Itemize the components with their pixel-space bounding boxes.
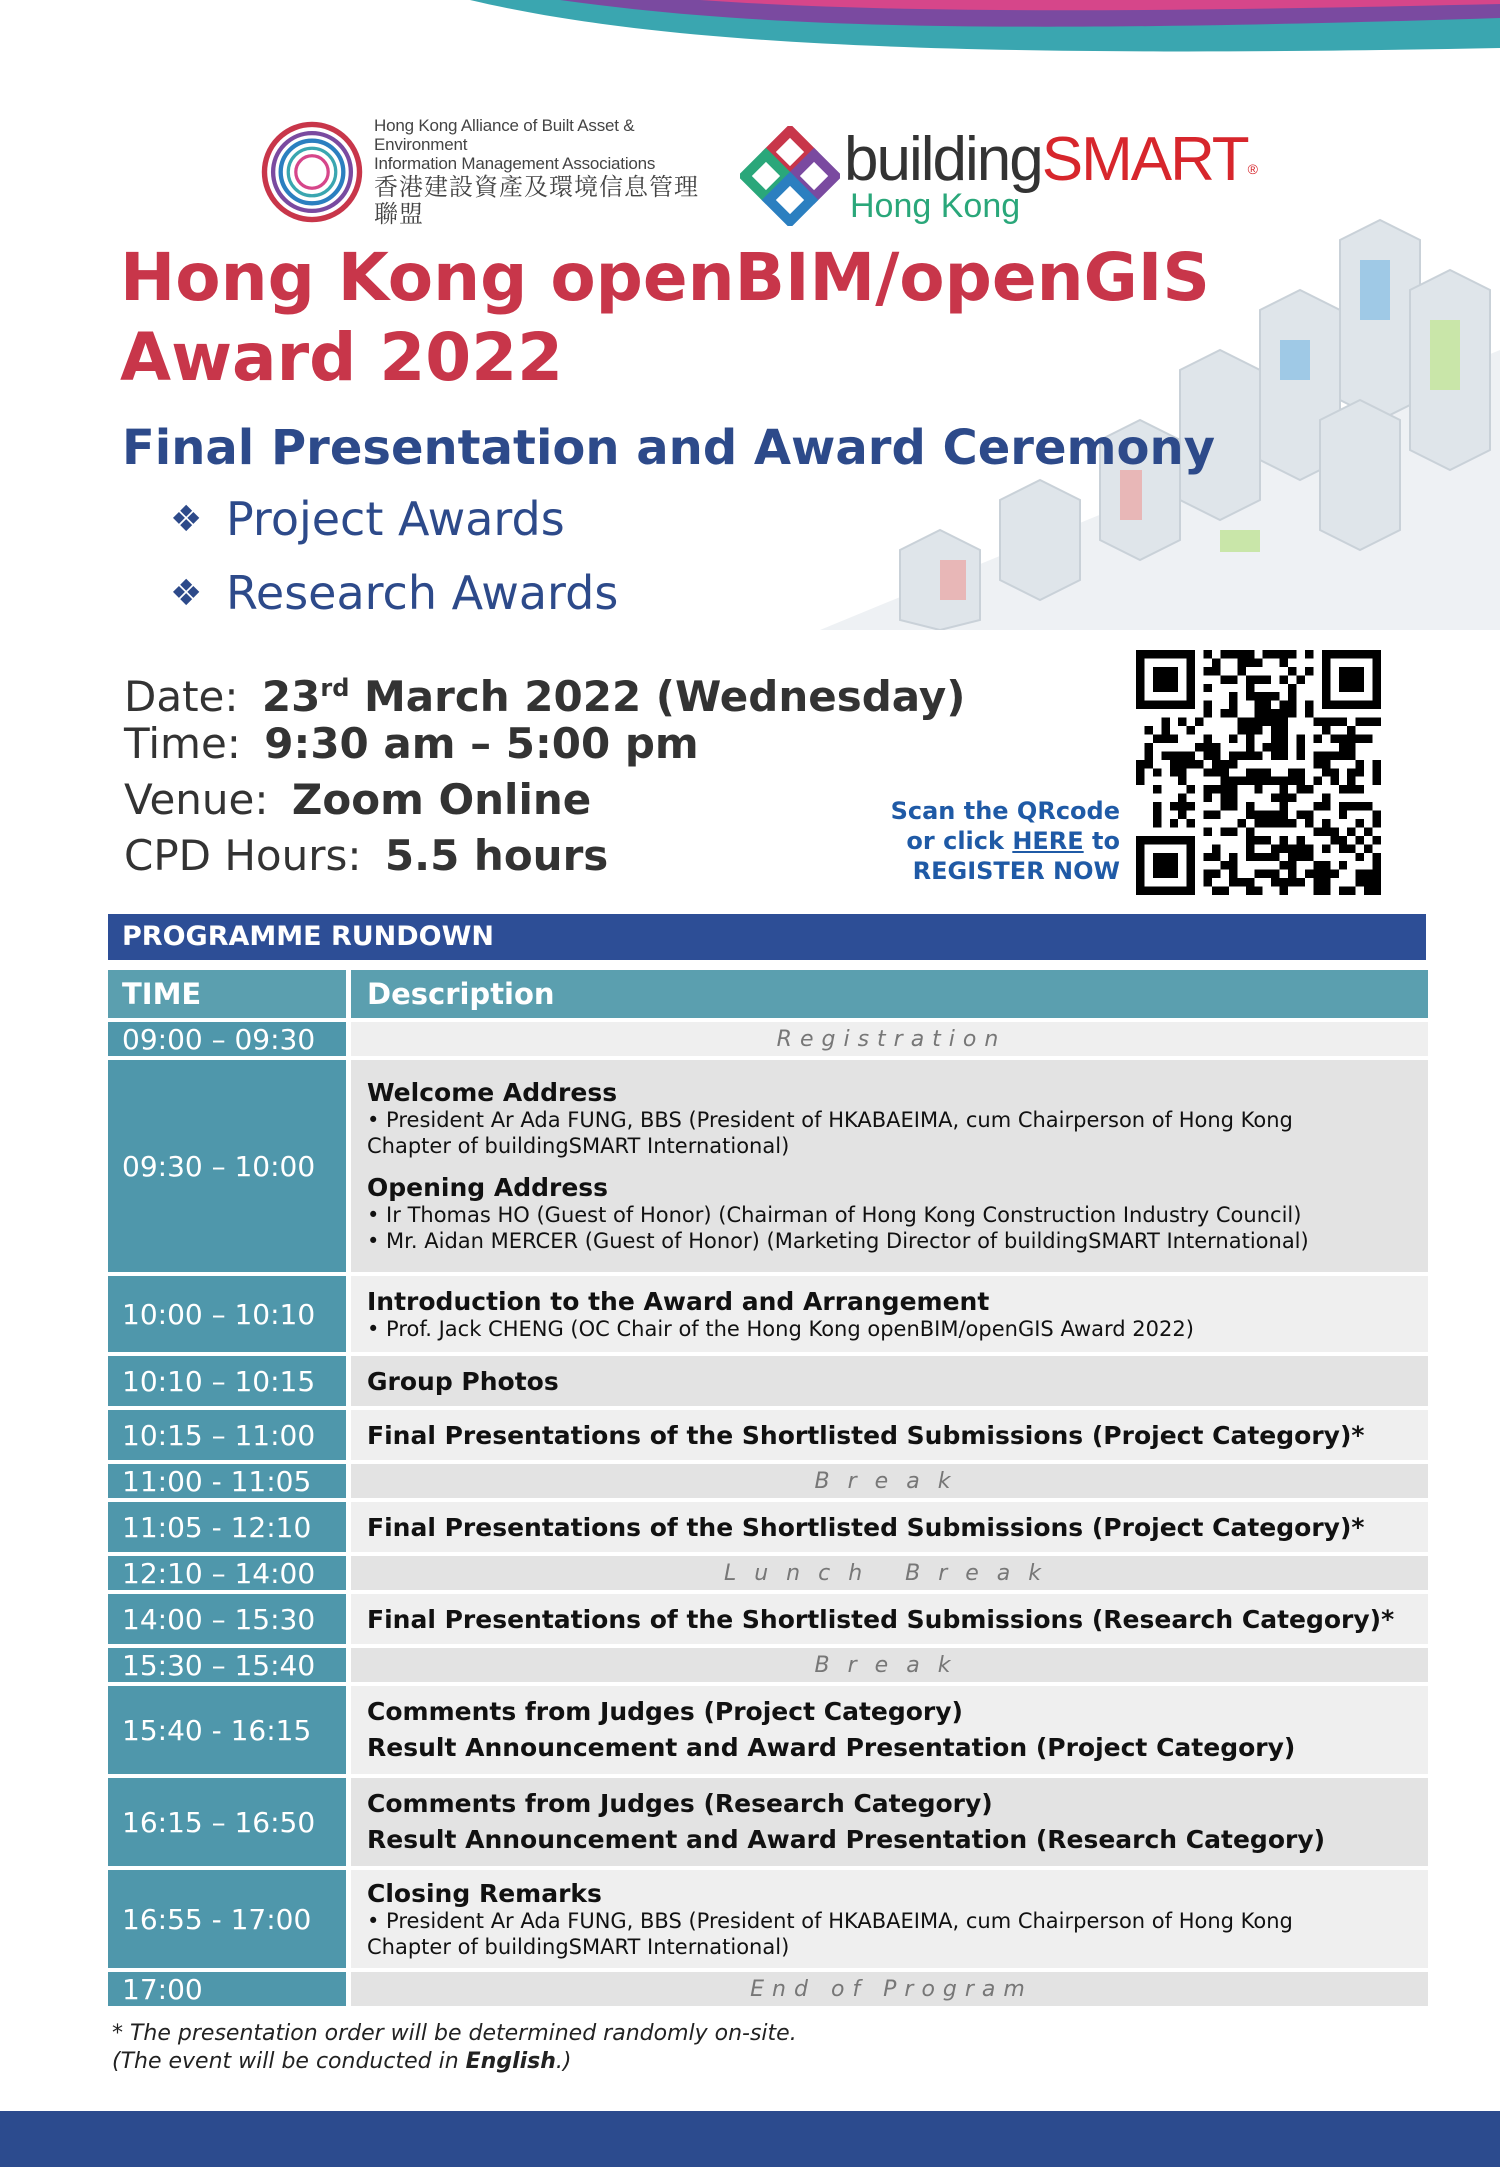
row-time: 10:15 – 11:00 — [108, 1410, 351, 1460]
row-title: Group Photos — [367, 1366, 559, 1396]
wordmark-building: building — [844, 125, 1042, 194]
table-row — [108, 1648, 1428, 1682]
time-row — [124, 716, 965, 772]
venue-value: Zoom Online — [291, 775, 592, 824]
footnote-language-post: .) — [555, 2049, 572, 2074]
hkabaeima-logo — [258, 116, 714, 228]
register-line-2-pre: or click — [906, 827, 1013, 855]
footnote-language-pre: (The event will be conducted in — [112, 2049, 466, 2074]
row-desc — [351, 1778, 1428, 1866]
date-value — [262, 672, 966, 721]
cpd-value: 5.5 hours — [384, 831, 609, 880]
event-subtitle: Final Presentation and Award Ceremony — [122, 420, 1215, 476]
row-time: 16:15 – 16:50 — [108, 1778, 351, 1866]
row-title: Comments from Judges (Project Category) — [367, 1697, 963, 1726]
row-time: 12:10 – 14:00 — [108, 1556, 351, 1590]
footnote-language — [112, 2048, 797, 2076]
event-title: Hong Kong openBIM/openGIS Award 2022 — [120, 239, 1210, 396]
row-desc: Break — [351, 1648, 1428, 1682]
row-desc — [351, 1410, 1428, 1460]
diamond-bullet-icon: ❖ — [170, 572, 203, 614]
row-desc — [351, 1060, 1428, 1272]
table-row — [108, 1686, 1428, 1774]
venue-label: Venue: — [124, 775, 269, 824]
table-row — [108, 1778, 1428, 1866]
cpd-label: CPD Hours: — [124, 831, 362, 880]
table-row — [108, 1276, 1428, 1352]
welcome-title: Welcome Address — [367, 1078, 618, 1107]
venue-row — [124, 772, 965, 828]
time-value: 9:30 am – 5:00 pm — [264, 719, 699, 768]
row-title: Closing Remarks — [367, 1878, 602, 1908]
row-desc: Break — [351, 1464, 1428, 1498]
table-row — [108, 1060, 1428, 1272]
row-line: • Prof. Jack CHENG (OC Chair of the Hong Kong openBIM/openGIS Award 2022) — [367, 1316, 1194, 1341]
col-desc-header: Description — [351, 970, 1428, 1018]
table-row — [108, 1022, 1428, 1056]
header-wave-decoration — [0, 0, 1500, 90]
welcome-line: Chapter of buildingSMART International) — [367, 1134, 790, 1158]
row-time: 17:00 — [108, 1972, 351, 2006]
row-desc — [351, 1870, 1428, 1968]
registration-qr-code[interactable] — [1136, 650, 1381, 895]
date-row — [124, 660, 966, 721]
wordmark-smart: SMART — [1041, 125, 1248, 194]
table-row — [108, 1870, 1428, 1968]
opening-line: • Mr. Aidan MERCER (Guest of Honor) (Marketing Director of buildingSMART International) — [367, 1229, 1309, 1253]
award-label: Research Awards — [226, 566, 619, 620]
footnote-order: * The presentation order will be determined randomly on-site. — [112, 2021, 797, 2046]
row-time: 09:30 – 10:00 — [108, 1060, 351, 1272]
registered-mark: ® — [1247, 161, 1258, 177]
row-desc — [351, 1276, 1428, 1352]
opening-title: Opening Address — [367, 1173, 609, 1202]
row-title: Result Announcement and Award Presentation (Research Category) — [367, 1825, 1326, 1854]
footnote-language-bold: English — [465, 2049, 556, 2074]
programme-table — [108, 966, 1428, 2010]
row-line: • President Ar Ada FUNG, BBS (President of HKABAEIMA, cum Chairperson of Hong Kong — [367, 1908, 1293, 1933]
row-desc: Registration — [351, 1022, 1428, 1056]
row-line: Chapter of buildingSMART International) — [367, 1934, 790, 1959]
row-time: 09:00 – 09:30 — [108, 1022, 351, 1056]
register-line-1: Scan the QRcode — [890, 797, 1120, 825]
register-line-2 — [860, 826, 1120, 856]
award-list — [170, 482, 618, 630]
row-title: Result Announcement and Award Presentation (Project Category) — [367, 1733, 1296, 1762]
opening-line: • Ir Thomas HO (Guest of Honor) (Chairman of Hong Kong Construction Industry Council) — [367, 1203, 1302, 1227]
time-label: Time: — [124, 719, 241, 768]
event-info — [124, 660, 965, 884]
date-rest: March 2022 (Wednesday) — [364, 672, 966, 721]
diamond-bullet-icon: ❖ — [170, 498, 203, 540]
award-label: Project Awards — [226, 492, 565, 546]
row-time: 10:00 – 10:10 — [108, 1276, 351, 1352]
table-row — [108, 1356, 1428, 1406]
row-desc: Lunch Break — [351, 1556, 1428, 1590]
row-time: 11:05 - 12:10 — [108, 1502, 351, 1552]
register-link[interactable]: HERE — [1012, 827, 1084, 855]
row-time: 16:55 - 17:00 — [108, 1870, 351, 1968]
table-header-row — [108, 970, 1428, 1018]
alliance-name-en-2: Information Management Associations — [374, 153, 656, 173]
date-day: 23 — [261, 672, 321, 721]
col-time-header: TIME — [108, 970, 351, 1018]
buildingsmart-wordmark — [844, 125, 1258, 194]
row-title: Final Presentations of the Shortlisted Submissions (Research Category)* — [367, 1604, 1395, 1634]
register-caption — [860, 796, 1120, 886]
footnotes — [112, 2020, 797, 2076]
row-desc — [351, 1686, 1428, 1774]
row-time: 15:40 - 16:15 — [108, 1686, 351, 1774]
date-label: Date: — [124, 672, 239, 721]
row-time: 15:30 – 15:40 — [108, 1648, 351, 1682]
row-desc — [351, 1594, 1428, 1644]
buildingsmart-region: Hong Kong — [850, 187, 1021, 225]
alliance-name-zh: 香港建設資產及環境信息管理聯盟 — [374, 173, 699, 228]
table-row — [108, 1594, 1428, 1644]
row-desc — [351, 1356, 1428, 1406]
date-suffix: rd — [320, 674, 350, 702]
row-time: 14:00 – 15:30 — [108, 1594, 351, 1644]
table-row — [108, 1502, 1428, 1552]
row-time: 10:10 – 10:15 — [108, 1356, 351, 1406]
welcome-line: • President Ar Ada FUNG, BBS (President of HKABAEIMA, cum Chairperson of Hong Kong — [367, 1108, 1293, 1132]
row-title: Introduction to the Award and Arrangement — [367, 1286, 990, 1316]
row-desc — [351, 1502, 1428, 1552]
row-title: Final Presentations of the Shortlisted Submissions (Project Category)* — [367, 1512, 1365, 1542]
alliance-name-en-1: Hong Kong Alliance of Built Asset & Environment — [374, 115, 635, 154]
cpd-row — [124, 828, 965, 884]
register-line-2-post: to — [1083, 827, 1120, 855]
table-row — [108, 1410, 1428, 1460]
footer-bar — [0, 2111, 1500, 2167]
row-title: Comments from Judges (Research Category) — [367, 1789, 993, 1818]
register-line-3: REGISTER NOW — [912, 857, 1120, 885]
row-time: 11:00 - 11:05 — [108, 1464, 351, 1498]
row-desc: End of Program — [351, 1972, 1428, 2006]
table-row — [108, 1556, 1428, 1590]
award-item — [170, 482, 618, 556]
row-title: Final Presentations of the Shortlisted Submissions (Project Category)* — [367, 1420, 1365, 1450]
ring-logo-icon — [258, 118, 366, 226]
award-item — [170, 556, 618, 630]
table-row — [108, 1464, 1428, 1498]
programme-heading: PROGRAMME RUNDOWN — [108, 914, 1426, 960]
table-row — [108, 1972, 1428, 2006]
